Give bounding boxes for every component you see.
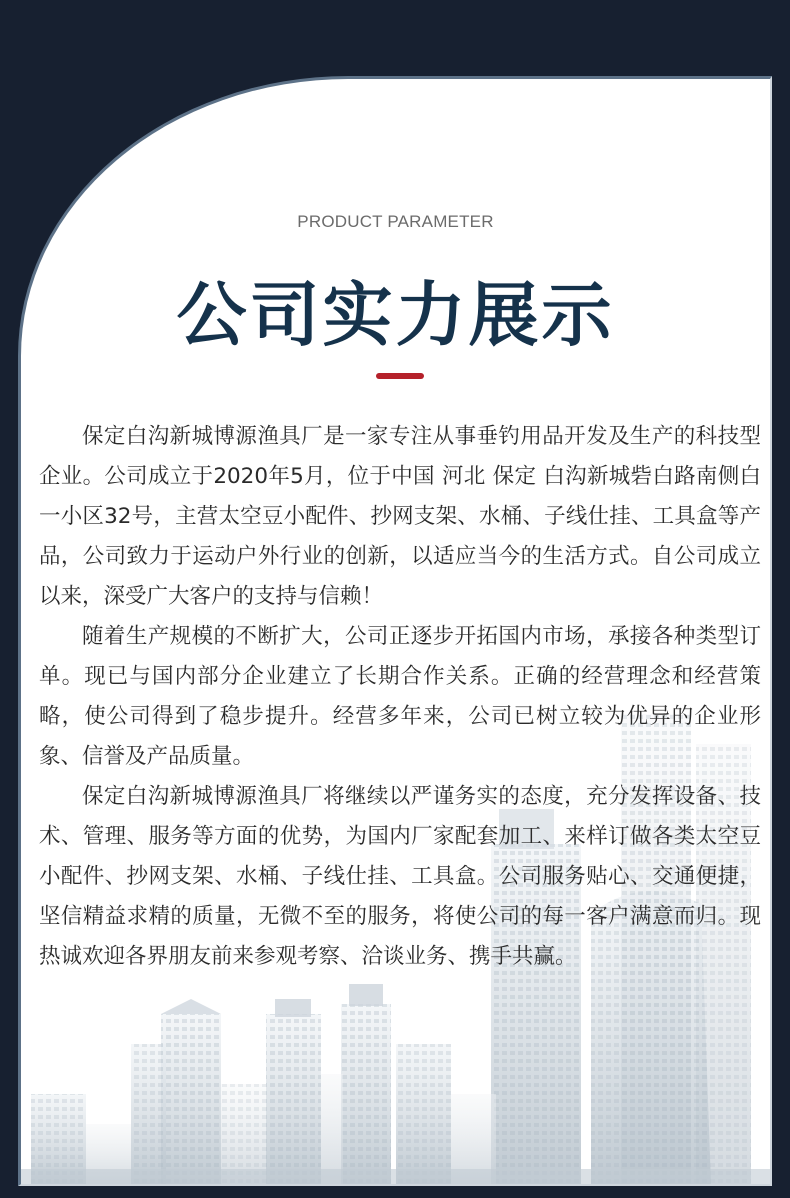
- paragraph-growth: 随着生产规模的不断扩大，公司正逐步开拓国内市场，承接各种类型订单。现已与国内部分企业建立了长期合作关系。正确的经营理念和经营策略，使公司得到了稳步提升。经营多年来，公司已树立较为优异的企业形象、信誉及产品质量。: [39, 624, 761, 769]
- section-subtitle: PRODUCT PARAMETER: [297, 212, 494, 231]
- page-title: 公司实力展示: [176, 274, 615, 356]
- title-accent-bar: [376, 373, 424, 379]
- content-card: [18, 76, 772, 1186]
- paragraph-commitment: 保定白沟新城博源渔具厂将继续以严谨务实的态度，充分发挥设备、技术、管理、服务等方面的优势，为国内厂家配套加工、来样订做各类太空豆小配件、抄网支架、水桶、子线仕挂、工具盒。公司服务贴心、交通便捷，坚信精益求精的质量，无微不至的服务，将使公司的每一客户满意而归。现热诚欢迎各界朋友前来参观考察、洽谈业务、携手共赢。: [39, 784, 761, 969]
- company-description: [39, 417, 761, 977]
- paragraph-intro: 保定白沟新城博源渔具厂是一家专注从事垂钓用品开发及生产的科技型企业。公司成立于2020年5月，位于中国 河北 保定 白沟新城砦白路南侧白一小区32号，主营太空豆小配件、抄网支架、水桶、子线仕挂、工具盒等产品，公司致力于运动户外行业的创新，以适应当今的生活方式。自公司成立以来，深受广大客户的支持与信赖！: [39, 424, 761, 609]
